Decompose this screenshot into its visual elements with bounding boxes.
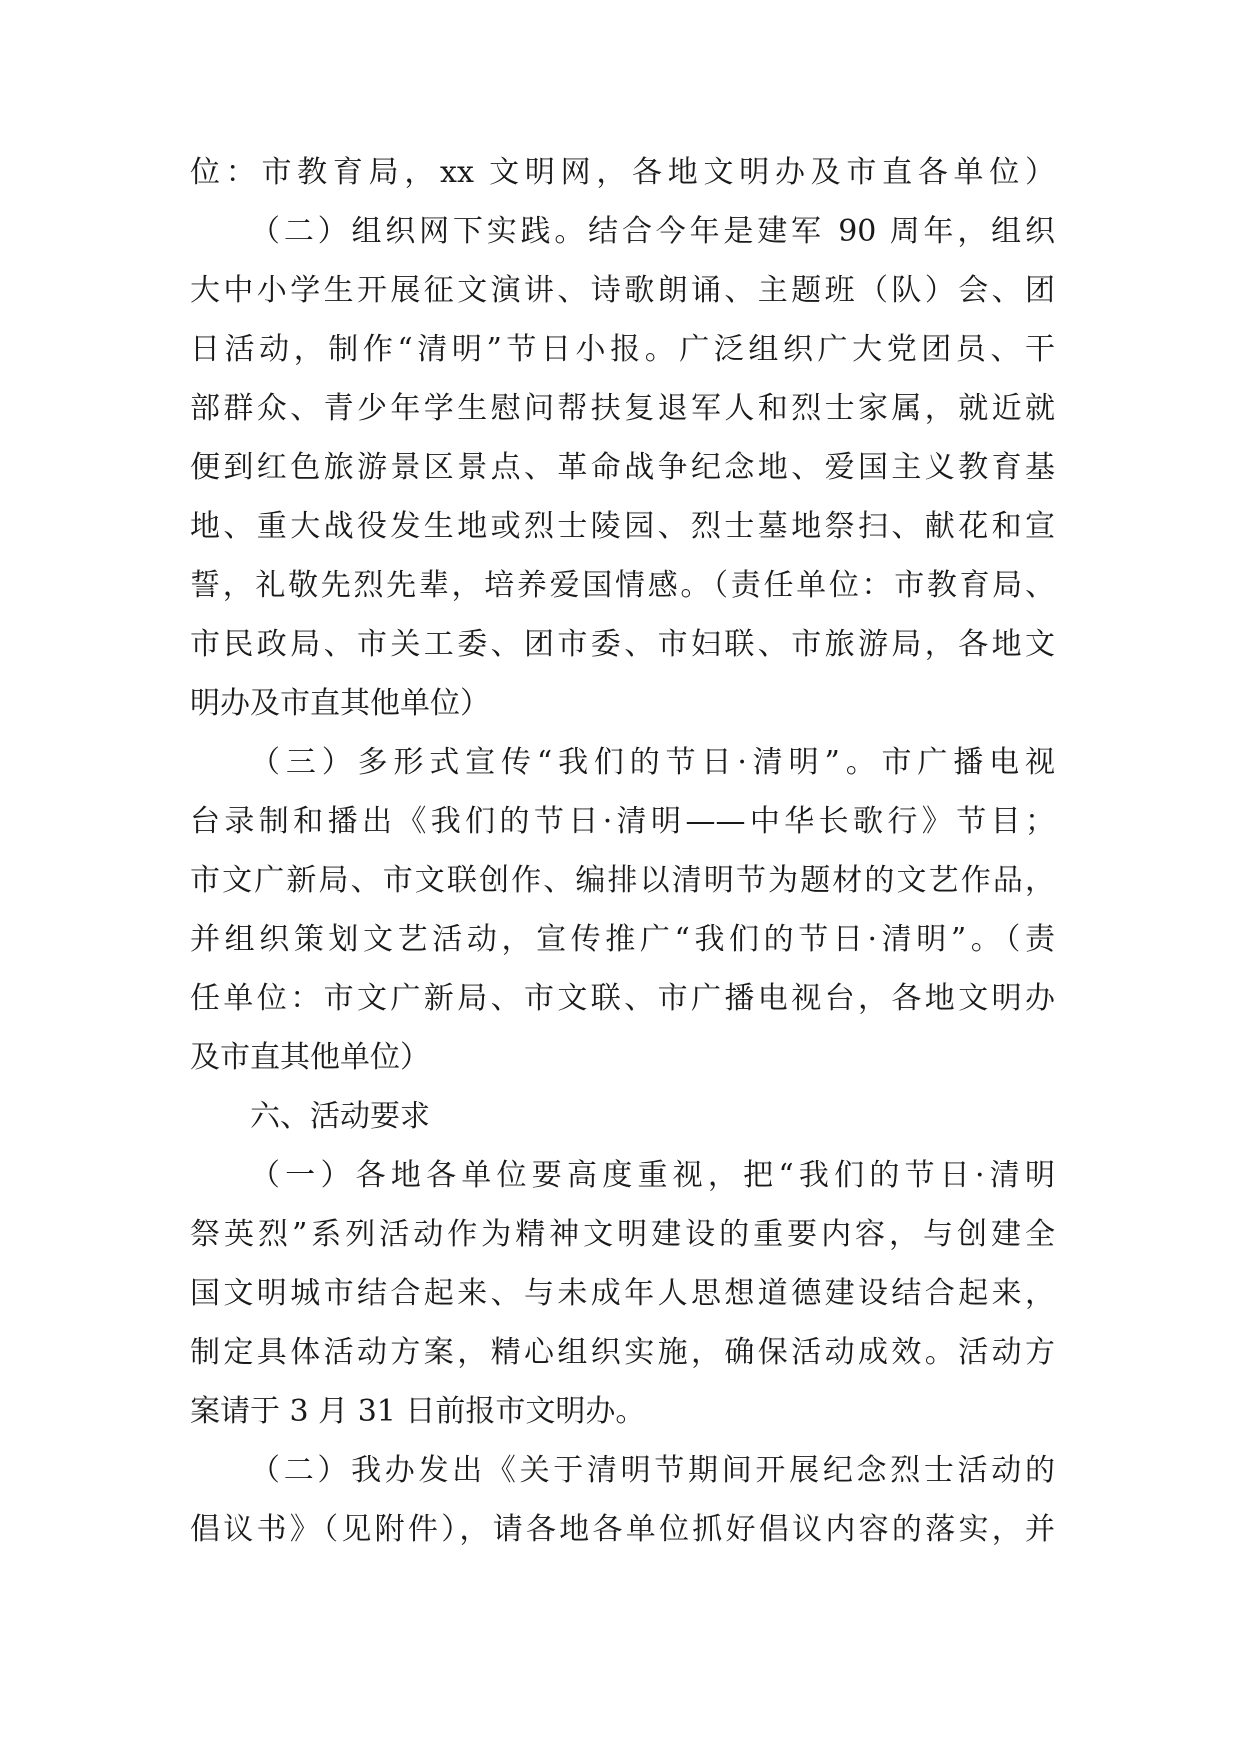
text-line: 制定具体活动方案，精心组织实施，确保活动成效。活动方	[190, 1335, 1055, 1370]
text-line: 明办及市直其他单位）	[190, 686, 490, 721]
text-line: 案请于 3 月 31 日前报市文明办。	[190, 1394, 646, 1429]
paragraph-first-line: （二）组织网下实践。结合今年是建军 90 周年，组织	[250, 214, 1055, 249]
text-line: 及市直其他单位）	[190, 1040, 430, 1075]
text-line: 国文明城市结合起来、与未成年人思想道德建设结合起来，	[190, 1276, 1055, 1311]
text-line: 祭英烈”系列活动作为精神文明建设的重要内容，与创建全	[190, 1217, 1055, 1252]
text-line: 台录制和播出《我们的节日·清明——中华长歌行》节目；	[190, 804, 1055, 839]
text-line: 便到红色旅游景区景点、革命战争纪念地、爱国主义教育基	[190, 450, 1055, 485]
paragraph-first-line: （三）多形式宣传“我们的节日·清明”。市广播电视	[250, 745, 1055, 780]
text-line: 市文广新局、市文联创作、编排以清明节为题材的文艺作品，	[190, 863, 1055, 898]
text-line: 部群众、青少年学生慰问帮扶复退军人和烈士家属，就近就	[190, 391, 1055, 426]
text-line: 并组织策划文艺活动，宣传推广“我们的节日·清明”。（责	[190, 922, 1055, 957]
text-line: 地、重大战役发生地或烈士陵园、烈士墓地祭扫、献花和宣	[190, 509, 1055, 544]
text-line: 倡议书》（见附件），请各地各单位抓好倡议内容的落实，并	[190, 1512, 1055, 1547]
text-line: 市民政局、市关工委、团市委、市妇联、市旅游局，各地文	[190, 627, 1055, 662]
text-line: 位：市教育局，xx 文明网，各地文明办及市直各单位）	[190, 155, 1055, 190]
paragraph-first-line: （一）各地各单位要高度重视，把“我们的节日·清明	[250, 1158, 1055, 1193]
paragraph-first-line: （二）我办发出《关于清明节期间开展纪念烈士活动的	[250, 1453, 1055, 1488]
section-heading: 六、活动要求	[250, 1099, 430, 1134]
text-line: 日活动，制作“清明”节日小报。广泛组织广大党团员、干	[190, 332, 1055, 367]
text-line: 大中小学生开展征文演讲、诗歌朗诵、主题班（队）会、团	[190, 273, 1055, 308]
text-line: 誓，礼敬先烈先辈，培养爱国情感。（责任单位：市教育局、	[190, 568, 1055, 603]
text-line: 任单位：市文广新局、市文联、市广播电视台，各地文明办	[190, 981, 1055, 1016]
